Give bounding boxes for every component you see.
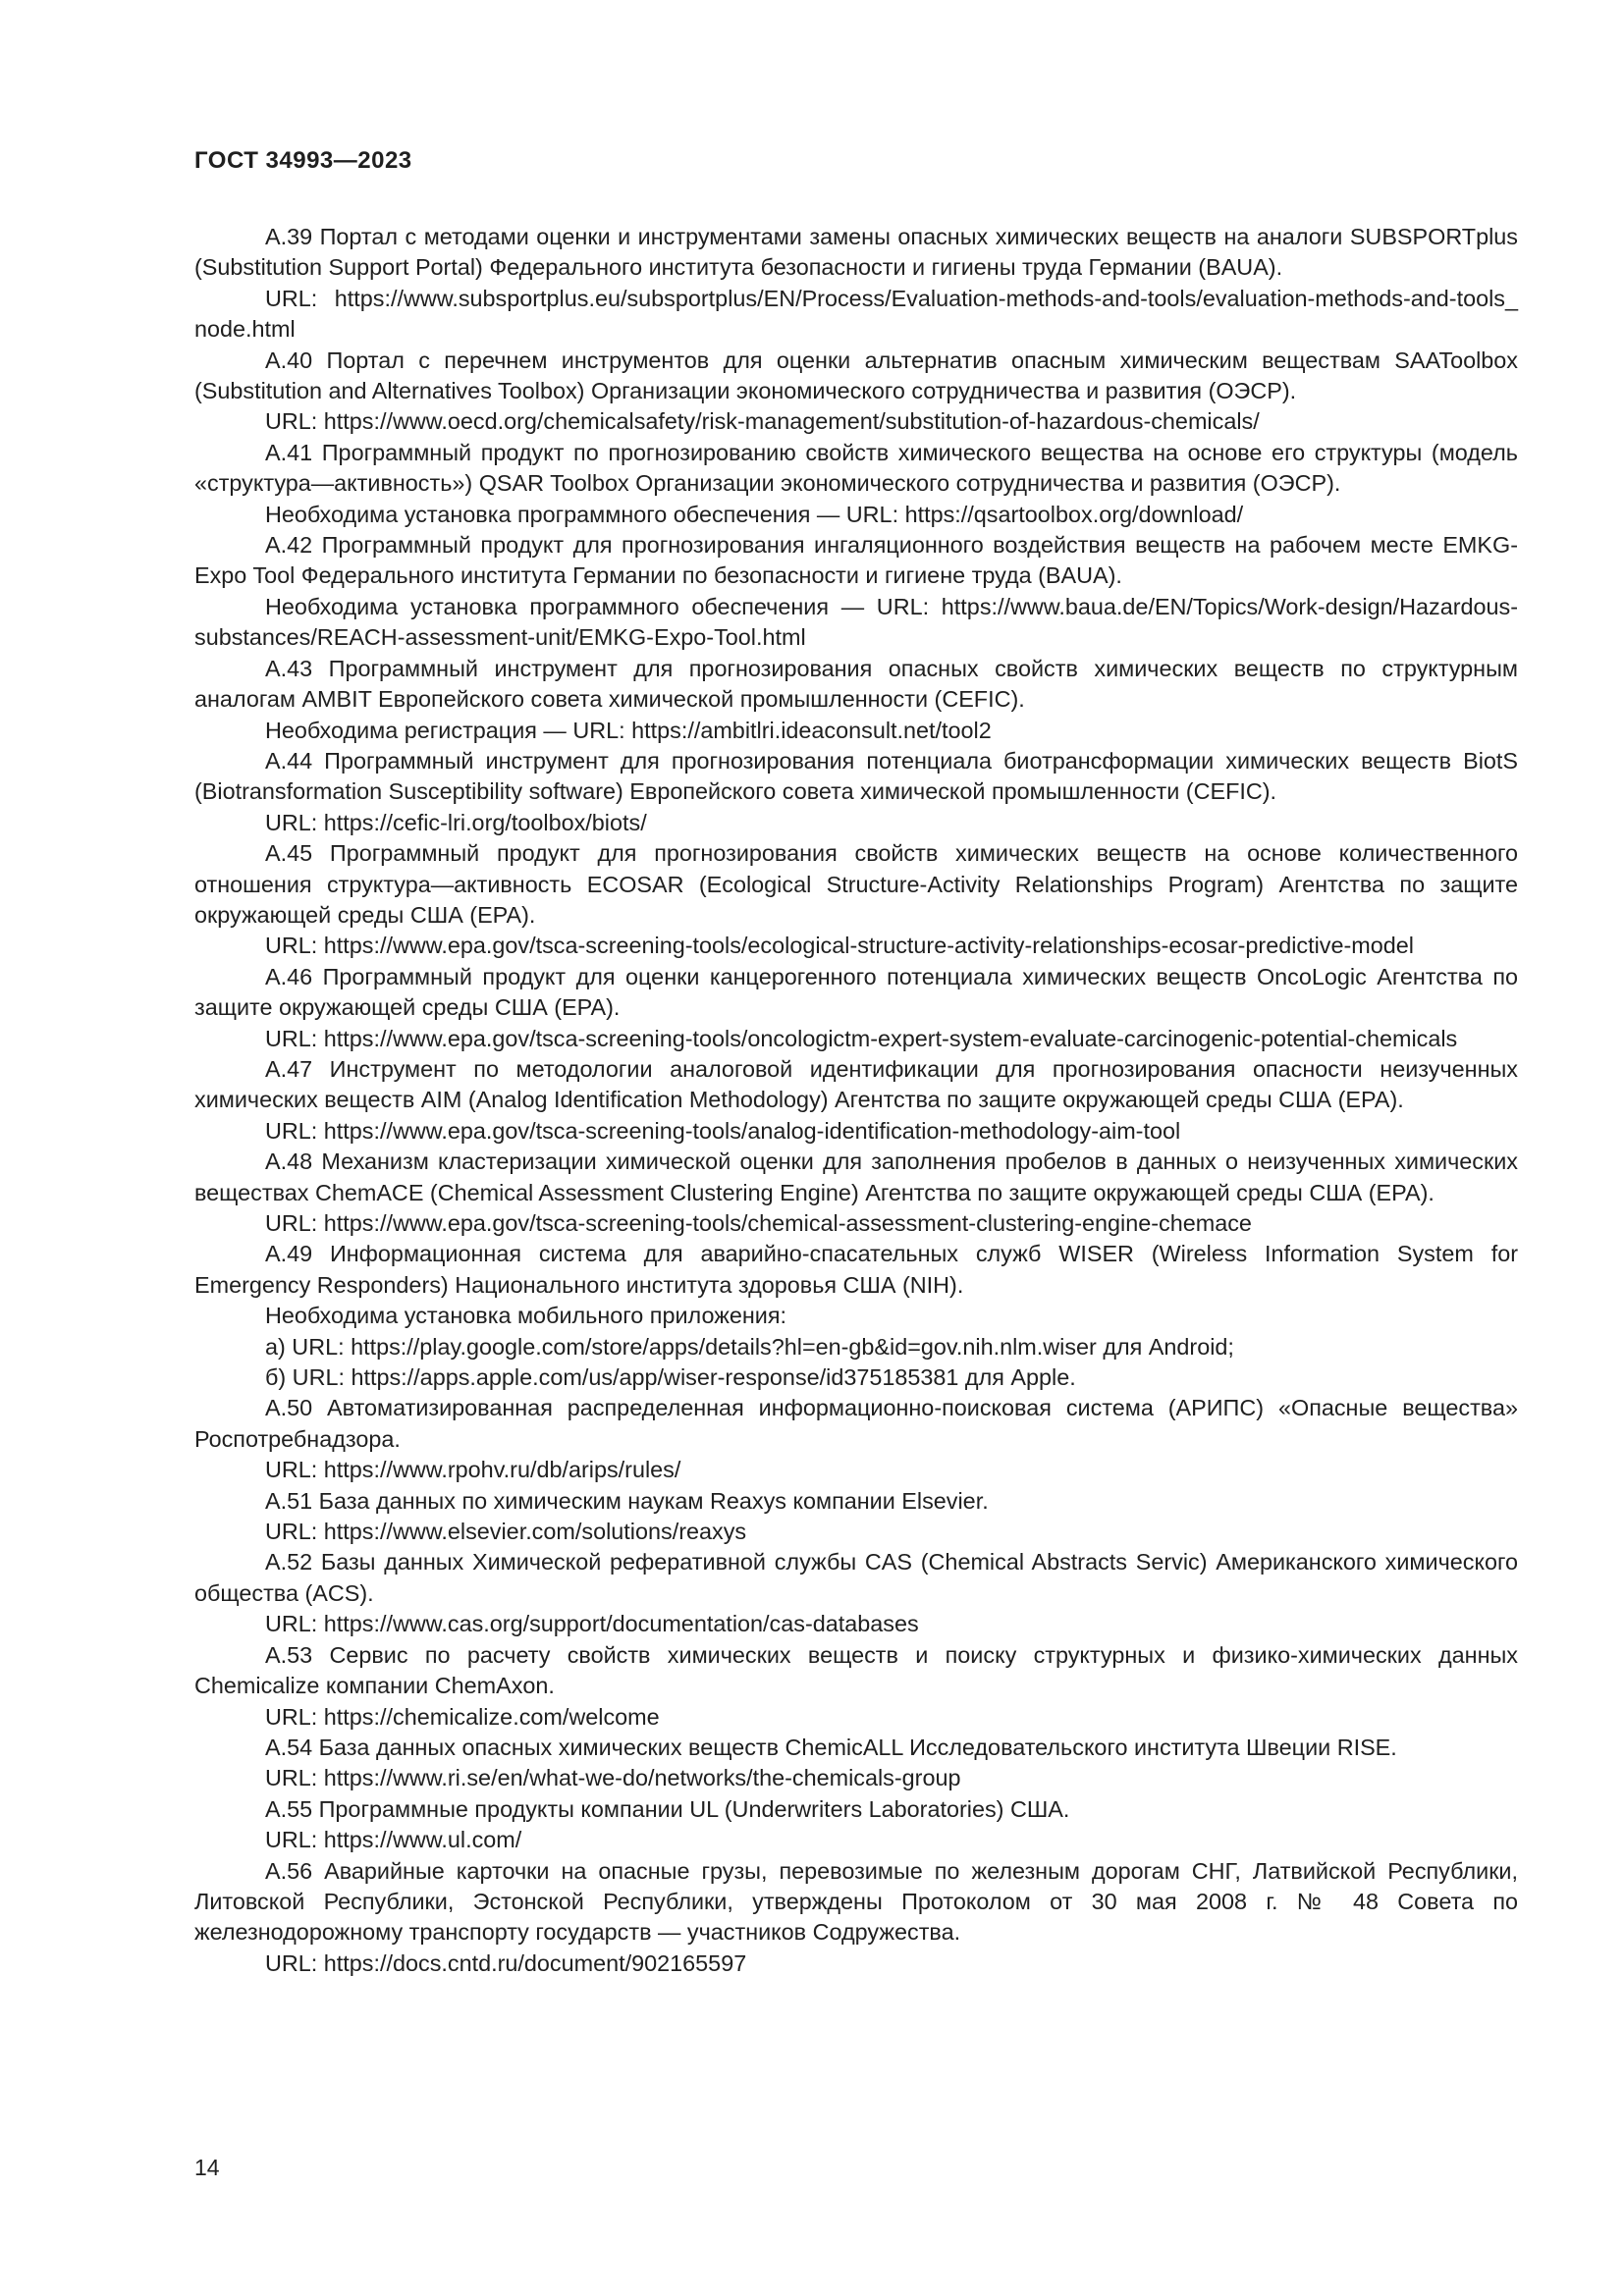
reference-url-line: URL: https://docs.cntd.ru/document/902165597 <box>265 1949 747 1976</box>
page-number: 14 <box>194 2155 220 2180</box>
reference-url-line: URL: https://www.epa.gov/tsca-screening-tools/oncologictm-expert-system-evaluate-carcinogenic-potential-chemicals <box>265 1025 1458 1051</box>
appendix-entry: А.45 Программный продукт для прогнозирования свойств химических веществ на основе количественного отношения структура—активность ECOSAR (Ecological Structure-Activity Relationships Program) Агентства по защите окружающей среды США (EPA). <box>194 840 1518 928</box>
reference-url-line: URL: https://www.subsportplus.eu/subsportplus/EN/Process/Evaluation-methods-and-tools/evaluation-methods-and-tools_node.html <box>194 285 1518 343</box>
appendix-entry: А.41 Программный продукт по прогнозированию свойств химического вещества на основе его структуры (модель «структура—активность») QSAR Toolbox Организации экономического сотрудничества и развития (ОЭСР). <box>194 439 1518 497</box>
appendix-entry: А.46 Программный продукт для оценки канцерогенного потенциала химических веществ OncoLogic Агентства по защите окружающей среды США (EPA). <box>194 963 1518 1021</box>
appendix-entry: А.43 Программный инструмент для прогнозирования опасных свойств химических веществ по структурным аналогам AMBIT Европейского совета химической промышленности (CEFIC). <box>194 655 1518 713</box>
reference-url-line: URL: https://chemicalize.com/welcome <box>265 1703 660 1730</box>
appendix-entry: А.55 Программные продукты компании UL (Underwriters Laboratories) США. <box>265 1795 1070 1822</box>
reference-url-line: URL: https://cefic-lri.org/toolbox/biots/ <box>265 809 647 835</box>
reference-url-line: URL: https://www.oecd.org/chemicalsafety/risk-management/substitution-of-hazardous-chemicals/ <box>265 408 1260 435</box>
appendix-list <box>194 222 1518 1979</box>
reference-url-line: Необходима установка программного обеспечения — URL: https://qsartoolbox.org/download/ <box>265 501 1244 527</box>
appendix-entry: А.47 Инструмент по методологии аналоговой идентификации для прогнозирования опасности неизученных химических веществ AIM (Analog Identification Methodology) Агентства по защите окружающей среды США (EPA). <box>194 1055 1518 1113</box>
reference-url-line: URL: https://www.cas.org/support/documentation/cas-databases <box>265 1611 919 1637</box>
appendix-entry: А.51 База данных по химическим наукам Reaxys компании Elsevier. <box>265 1487 989 1514</box>
appendix-entry: А.53 Сервис по расчету свойств химических веществ и поиску структурных и физико-химических данных Chemicalize компании ChemAxon. <box>194 1641 1518 1699</box>
appendix-entry: А.48 Механизм кластеризации химической оценки для заполнения пробелов в данных о неизученных химических веществах ChemACE (Chemical Assessment Clustering Engine) Агентства по защите окружающей среды США (EPA). <box>194 1148 1518 1205</box>
reference-url-line: URL: https://www.epa.gov/tsca-screening-tools/chemical-assessment-clustering-engine-chemace <box>265 1210 1252 1236</box>
appendix-entry: А.39 Портал с методами оценки и инструментами замены опасных химических веществ на аналоги SUBSPORTplus (Substitution Support Portal) Федерального института безопасности и гигиены труда Германии (BAUA). <box>194 224 1518 281</box>
appendix-entry: А.52 Базы данных Химической реферативной службы CAS (Chemical Abstracts Servic) Американского химического общества (ACS). <box>194 1549 1518 1606</box>
reference-url-line: URL: https://www.epa.gov/tsca-screening-tools/analog-identification-methodology-aim-tool <box>265 1117 1181 1144</box>
appendix-entry: А.42 Программный продукт для прогнозирования ингаляционного воздействия веществ на рабочем месте EMKG-Expo Tool Федерального института Германии по безопасности и гигиене труда (BAUA). <box>194 532 1518 589</box>
reference-url-line: URL: https://www.rpohv.ru/db/arips/rules/ <box>265 1457 681 1483</box>
reference-url-line: URL: https://www.elsevier.com/solutions/reaxys <box>265 1519 747 1545</box>
appendix-entry: А.50 Автоматизированная распределенная информационно-поисковая система (АРИПС) «Опасные вещества» Роспотребнадзора. <box>194 1395 1518 1452</box>
appendix-entry: А.54 База данных опасных химических веществ ChemicALL Исследовательского института Швеции RISE. <box>265 1734 1397 1760</box>
reference-url-line: Необходима установка программного обеспечения — URL: https://www.baua.de/EN/Topics/Work-design/Hazardous-substances/REACH-assessment-unit/EMKG-Expo-Tool.html <box>194 593 1518 651</box>
appendix-entry: А.49 Информационная система для аварийно-спасательных служб WISER (Wireless Information System for Emergency Responders) Национального института здоровья США (NIH). <box>194 1241 1518 1298</box>
appendix-entry: А.56 Аварийные карточки на опасные грузы, перевозимые по железным дорогам СНГ, Латвийской Республики, Литовской Республики, Эстонской Республики, утверждены Протоколом от 30 мая 2008 г. № 48 Совета по железнодорожному транспорту государств — участников Содружества. <box>194 1857 1518 1946</box>
appendix-entry: А.44 Программный инструмент для прогнозирования потенциала биотрансформации химических веществ BiotS (Biotransformation Susceptibility software) Европейского совета химической промышленности (CEFIC). <box>194 747 1518 805</box>
reference-url-line: URL: https://www.epa.gov/tsca-screening-tools/ecological-structure-activity-relationships-ecosar-predictive-model <box>265 933 1414 959</box>
document-code-header: ГОСТ 34993—2023 <box>194 147 412 174</box>
reference-url-line: а) URL: https://play.google.com/store/apps/details?hl=en-gb&id=gov.nih.nlm.wiser для Android; <box>265 1333 1234 1360</box>
reference-url-line: Необходима регистрация — URL: https://ambitlri.ideaconsult.net/tool2 <box>265 717 992 743</box>
appendix-entry: А.40 Портал с перечнем инструментов для оценки альтернатив опасным химическим веществам SAAToolbox (Substitution and Alternatives Toolbox) Организации экономического сотрудничества и развития (ОЭСР). <box>194 347 1518 404</box>
reference-url-line: б) URL: https://apps.apple.com/us/app/wiser-response/id375185381 для Apple. <box>265 1364 1076 1391</box>
reference-url-line: URL: https://www.ul.com/ <box>265 1827 522 1853</box>
reference-url-line: Необходима установка мобильного приложения: <box>265 1303 786 1329</box>
reference-url-line: URL: https://www.ri.se/en/what-we-do/networks/the-chemicals-group <box>265 1765 961 1791</box>
